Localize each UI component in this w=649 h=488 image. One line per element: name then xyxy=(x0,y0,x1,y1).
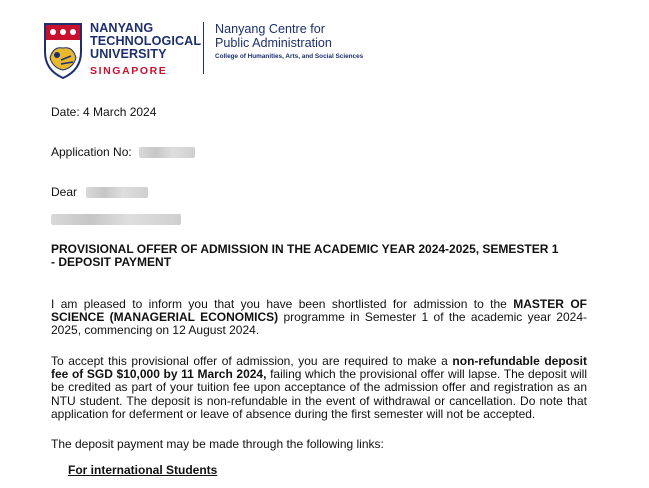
paragraph-text: programme in Semester 1 of the academic year 2024-2025, commencing on 12 August 2024. xyxy=(51,310,587,338)
university-name-line: UNIVERSITY xyxy=(90,47,167,61)
paragraph-deposit xyxy=(51,355,587,421)
university-name-line: TECHNOLOGICAL xyxy=(90,34,202,48)
ntu-crest-logo xyxy=(43,22,83,80)
application-number xyxy=(51,146,195,159)
paragraph-shortlisted xyxy=(51,298,587,338)
salutation xyxy=(51,186,148,199)
redacted-application-number xyxy=(139,147,195,158)
paragraph-text: To accept this provisional offer of admission, you are required to make a xyxy=(51,354,453,368)
programme-name: MASTER OF SCIENCE (MANAGERIAL ECONOMICS) xyxy=(51,297,587,325)
letterhead xyxy=(0,0,649,90)
application-label: Application No: xyxy=(51,145,132,159)
letter-title-line1: PROVISIONAL OFFER OF ADMISSION IN THE ACADEMIC YEAR 2024-2025, SEMESTER 1 xyxy=(51,242,559,256)
university-name xyxy=(90,22,200,77)
paragraph-payment-links: The deposit payment may be made through the following links: xyxy=(51,437,384,451)
centre-name-line2: Public Administration xyxy=(215,36,332,50)
redacted-recipient-name xyxy=(86,187,148,198)
recipient-address xyxy=(51,213,181,226)
centre-name xyxy=(215,22,445,60)
header-divider xyxy=(203,22,204,74)
salutation-label: Dear xyxy=(51,185,78,199)
deposit-amount-deadline: non-refundable deposit fee of SGD $10,000 by 11 March 2024, xyxy=(51,354,587,382)
college-name: College of Humanities, Arts, and Social Sciences xyxy=(215,53,364,60)
centre-name-line1: Nanyang Centre for xyxy=(215,22,325,36)
university-name-line: NANYANG xyxy=(90,21,154,35)
university-country: SINGAPORE xyxy=(90,65,168,77)
paragraph-text: I am pleased to inform you that you have been shortlisted for admission to the xyxy=(51,297,514,311)
redacted-recipient-address xyxy=(51,214,181,225)
section-heading-international: For international Students xyxy=(68,463,218,477)
letter-date: Date: 4 March 2024 xyxy=(51,105,157,119)
letter-title-line2: - DEPOSIT PAYMENT xyxy=(51,255,172,269)
paragraph-text: failing which the provisional offer will lapse. The deposit will be credited as part of your tuition fee upon acceptance of the admission offer and registration as an NTU student. The deposit is non-refundable in the event of withdrawal or cancellation. Do note that application for deferment or leave of absence during the first semester will not be accepted. xyxy=(51,367,588,421)
